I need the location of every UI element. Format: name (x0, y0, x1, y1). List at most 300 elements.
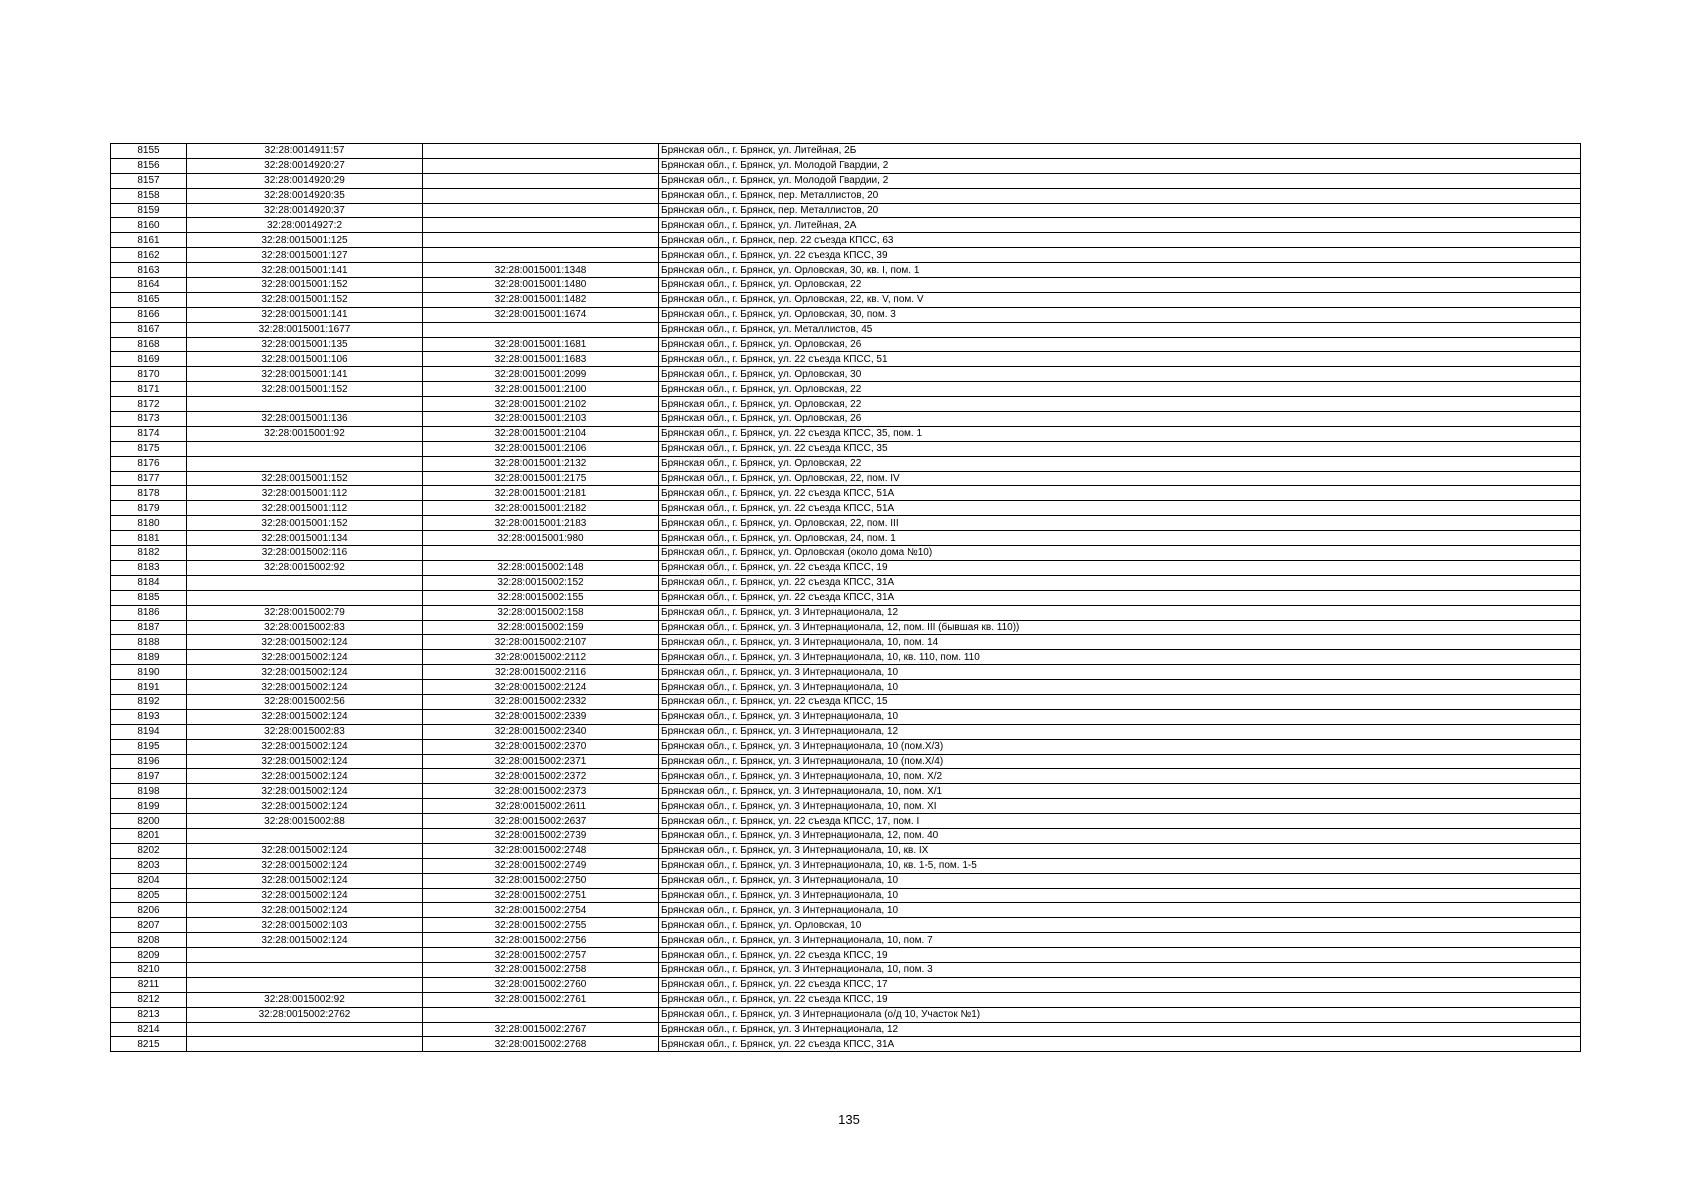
address-cell: Брянская обл., г. Брянск, ул. 3 Интернационала, 10 (659, 873, 1581, 888)
row-number-cell: 8202 (111, 843, 187, 858)
object-cadastral-number-cell: 32:28:0015001:1674 (423, 307, 659, 322)
object-cadastral-number-cell: 32:28:0015001:2099 (423, 367, 659, 382)
land-cadastral-number-cell: 32:28:0015001:141 (187, 263, 423, 278)
object-cadastral-number-cell: 32:28:0015001:2183 (423, 516, 659, 531)
object-cadastral-number-cell: 32:28:0015002:2611 (423, 799, 659, 814)
land-cadastral-number-cell (187, 962, 423, 977)
address-cell: Брянская обл., г. Брянск, ул. Металлистов, 45 (659, 322, 1581, 337)
table-row (111, 292, 1581, 307)
land-cadastral-number-cell: 32:28:0015002:124 (187, 739, 423, 754)
object-cadastral-number-cell (423, 158, 659, 173)
land-cadastral-number-cell: 32:28:0015001:152 (187, 292, 423, 307)
land-cadastral-number-cell: 32:28:0015002:124 (187, 650, 423, 665)
address-cell: Брянская обл., г. Брянск, ул. 3 Интернационала, 10, пом. X/1 (659, 784, 1581, 799)
table-row (111, 977, 1581, 992)
row-number-cell: 8182 (111, 546, 187, 561)
row-number-cell: 8168 (111, 337, 187, 352)
land-cadastral-number-cell: 32:28:0014920:29 (187, 173, 423, 188)
land-cadastral-number-cell: 32:28:0015002:124 (187, 858, 423, 873)
table-row (111, 1037, 1581, 1052)
address-cell: Брянская обл., г. Брянск, пер. 22 съезда КПСС, 63 (659, 233, 1581, 248)
land-cadastral-number-cell (187, 977, 423, 992)
object-cadastral-number-cell (423, 1007, 659, 1022)
object-cadastral-number-cell (423, 322, 659, 337)
table-row (111, 814, 1581, 829)
address-cell: Брянская обл., г. Брянск, ул. 3 Интернационала, 10, кв. 1-5, пом. 1-5 (659, 858, 1581, 873)
table-row (111, 620, 1581, 635)
row-number-cell: 8209 (111, 948, 187, 963)
land-cadastral-number-cell (187, 441, 423, 456)
land-cadastral-number-cell (187, 575, 423, 590)
address-cell: Брянская обл., г. Брянск, ул. 3 Интернационала, 12 (659, 724, 1581, 739)
object-cadastral-number-cell: 32:28:0015001:2106 (423, 441, 659, 456)
land-cadastral-number-cell: 32:28:0015001:106 (187, 352, 423, 367)
object-cadastral-number-cell: 32:28:0015002:2767 (423, 1022, 659, 1037)
table-row (111, 650, 1581, 665)
address-cell: Брянская обл., г. Брянск, ул. 22 съезда КПСС, 15 (659, 694, 1581, 709)
object-cadastral-number-cell: 32:28:0015002:2116 (423, 665, 659, 680)
table-row (111, 173, 1581, 188)
address-cell: Брянская обл., г. Брянск, ул. Орловская, 22 (659, 397, 1581, 412)
row-number-cell: 8212 (111, 992, 187, 1007)
table-row (111, 486, 1581, 501)
address-cell: Брянская обл., г. Брянск, ул. Орловская, 30 (659, 367, 1581, 382)
object-cadastral-number-cell: 32:28:0015001:1348 (423, 263, 659, 278)
object-cadastral-number-cell (423, 233, 659, 248)
address-cell: Брянская обл., г. Брянск, ул. Литейная, 2Б (659, 144, 1581, 159)
table-row (111, 784, 1581, 799)
row-number-cell: 8159 (111, 203, 187, 218)
object-cadastral-number-cell: 32:28:0015002:2748 (423, 843, 659, 858)
table-row (111, 828, 1581, 843)
address-cell: Брянская обл., г. Брянск, пер. Металлистов, 20 (659, 188, 1581, 203)
row-number-cell: 8161 (111, 233, 187, 248)
table-row (111, 188, 1581, 203)
address-cell: Брянская обл., г. Брянск, ул. 3 Интернационала, 10, пом. X/2 (659, 769, 1581, 784)
object-cadastral-number-cell: 32:28:0015002:2754 (423, 903, 659, 918)
table-row (111, 441, 1581, 456)
land-cadastral-number-cell (187, 948, 423, 963)
table-row (111, 843, 1581, 858)
row-number-cell: 8180 (111, 516, 187, 531)
table-row (111, 665, 1581, 680)
address-cell: Брянская обл., г. Брянск, ул. Орловская, 30, пом. 3 (659, 307, 1581, 322)
table-row (111, 263, 1581, 278)
object-cadastral-number-cell (423, 218, 659, 233)
object-cadastral-number-cell: 32:28:0015002:2750 (423, 873, 659, 888)
address-cell: Брянская обл., г. Брянск, ул. 22 съезда КПСС, 17, пом. I (659, 814, 1581, 829)
object-cadastral-number-cell: 32:28:0015002:2339 (423, 709, 659, 724)
address-cell: Брянская обл., г. Брянск, ул. Орловская, 10 (659, 918, 1581, 933)
row-number-cell: 8192 (111, 694, 187, 709)
land-cadastral-number-cell: 32:28:0015002:124 (187, 888, 423, 903)
table-row (111, 680, 1581, 695)
row-number-cell: 8189 (111, 650, 187, 665)
object-cadastral-number-cell: 32:28:0015001:2104 (423, 426, 659, 441)
land-cadastral-number-cell (187, 1022, 423, 1037)
land-cadastral-number-cell: 32:28:0015002:124 (187, 873, 423, 888)
object-cadastral-number-cell: 32:28:0015002:2373 (423, 784, 659, 799)
object-cadastral-number-cell: 32:28:0015002:2756 (423, 933, 659, 948)
object-cadastral-number-cell: 32:28:0015002:148 (423, 560, 659, 575)
row-number-cell: 8177 (111, 471, 187, 486)
land-cadastral-number-cell: 32:28:0015002:92 (187, 992, 423, 1007)
row-number-cell: 8200 (111, 814, 187, 829)
table-row (111, 233, 1581, 248)
object-cadastral-number-cell: 32:28:0015002:2755 (423, 918, 659, 933)
land-cadastral-number-cell: 32:28:0014920:35 (187, 188, 423, 203)
table-row (111, 605, 1581, 620)
object-cadastral-number-cell: 32:28:0015002:2112 (423, 650, 659, 665)
table-row (111, 962, 1581, 977)
object-cadastral-number-cell: 32:28:0015002:2751 (423, 888, 659, 903)
row-number-cell: 8215 (111, 1037, 187, 1052)
table-row (111, 873, 1581, 888)
property-registry-table (110, 143, 1581, 1052)
object-cadastral-number-cell: 32:28:0015002:2768 (423, 1037, 659, 1052)
row-number-cell: 8206 (111, 903, 187, 918)
address-cell: Брянская обл., г. Брянск, ул. 3 Интернационала, 10, пом. 3 (659, 962, 1581, 977)
address-cell: Брянская обл., г. Брянск, ул. 22 съезда КПСС, 51А (659, 501, 1581, 516)
table-row (111, 1022, 1581, 1037)
land-cadastral-number-cell: 32:28:0015001:152 (187, 471, 423, 486)
object-cadastral-number-cell: 32:28:0015002:2370 (423, 739, 659, 754)
row-number-cell: 8171 (111, 382, 187, 397)
land-cadastral-number-cell: 32:28:0015002:124 (187, 933, 423, 948)
address-cell: Брянская обл., г. Брянск, ул. Молодой Гвардии, 2 (659, 158, 1581, 173)
table-row (111, 888, 1581, 903)
land-cadastral-number-cell: 32:28:0015002:124 (187, 754, 423, 769)
address-cell: Брянская обл., г. Брянск, ул. 3 Интернационала, 12, пом. 40 (659, 828, 1581, 843)
row-number-cell: 8196 (111, 754, 187, 769)
registry-table-body (111, 144, 1581, 1052)
table-row (111, 918, 1581, 933)
land-cadastral-number-cell: 32:28:0015002:116 (187, 546, 423, 561)
table-row (111, 724, 1581, 739)
row-number-cell: 8213 (111, 1007, 187, 1022)
table-row (111, 754, 1581, 769)
address-cell: Брянская обл., г. Брянск, ул. 3 Интернационала, 10, пом. 7 (659, 933, 1581, 948)
land-cadastral-number-cell (187, 590, 423, 605)
land-cadastral-number-cell: 32:28:0015001:152 (187, 278, 423, 293)
land-cadastral-number-cell: 32:28:0015001:141 (187, 307, 423, 322)
object-cadastral-number-cell: 32:28:0015002:2757 (423, 948, 659, 963)
table-row (111, 352, 1581, 367)
land-cadastral-number-cell: 32:28:0015001:152 (187, 516, 423, 531)
land-cadastral-number-cell: 32:28:0015001:112 (187, 501, 423, 516)
address-cell: Брянская обл., г. Брянск, ул. 22 съезда КПСС, 39 (659, 248, 1581, 263)
object-cadastral-number-cell (423, 203, 659, 218)
land-cadastral-number-cell: 32:28:0015001:1677 (187, 322, 423, 337)
row-number-cell: 8175 (111, 441, 187, 456)
table-row (111, 382, 1581, 397)
row-number-cell: 8164 (111, 278, 187, 293)
land-cadastral-number-cell (187, 397, 423, 412)
land-cadastral-number-cell: 32:28:0015002:124 (187, 680, 423, 695)
table-row (111, 590, 1581, 605)
row-number-cell: 8186 (111, 605, 187, 620)
row-number-cell: 8157 (111, 173, 187, 188)
object-cadastral-number-cell: 32:28:0015002:2761 (423, 992, 659, 1007)
object-cadastral-number-cell: 32:28:0015002:2760 (423, 977, 659, 992)
object-cadastral-number-cell (423, 144, 659, 159)
table-row (111, 531, 1581, 546)
object-cadastral-number-cell: 32:28:0015002:158 (423, 605, 659, 620)
address-cell: Брянская обл., г. Брянск, ул. Литейная, 2А (659, 218, 1581, 233)
table-row (111, 203, 1581, 218)
object-cadastral-number-cell: 32:28:0015001:2103 (423, 412, 659, 427)
object-cadastral-number-cell: 32:28:0015001:980 (423, 531, 659, 546)
address-cell: Брянская обл., г. Брянск, ул. 3 Интернационала, 10 (659, 888, 1581, 903)
address-cell: Брянская обл., г. Брянск, ул. Орловская, 22 (659, 456, 1581, 471)
object-cadastral-number-cell: 32:28:0015002:2340 (423, 724, 659, 739)
address-cell: Брянская обл., г. Брянск, ул. 22 съезда КПСС, 31А (659, 590, 1581, 605)
land-cadastral-number-cell (187, 1037, 423, 1052)
address-cell: Брянская обл., г. Брянск, ул. 22 съезда КПСС, 35, пом. 1 (659, 426, 1581, 441)
row-number-cell: 8207 (111, 918, 187, 933)
table-row (111, 560, 1581, 575)
table-row (111, 769, 1581, 784)
table-row (111, 471, 1581, 486)
land-cadastral-number-cell: 32:28:0015002:2762 (187, 1007, 423, 1022)
object-cadastral-number-cell: 32:28:0015001:2102 (423, 397, 659, 412)
table-row (111, 546, 1581, 561)
row-number-cell: 8214 (111, 1022, 187, 1037)
table-row (111, 903, 1581, 918)
address-cell: Брянская обл., г. Брянск, ул. 22 съезда КПСС, 35 (659, 441, 1581, 456)
address-cell: Брянская обл., г. Брянск, ул. 3 Интернационала, 10 (659, 709, 1581, 724)
address-cell: Брянская обл., г. Брянск, ул. Молодой Гвардии, 2 (659, 173, 1581, 188)
land-cadastral-number-cell: 32:28:0015001:152 (187, 382, 423, 397)
object-cadastral-number-cell: 32:28:0015002:2372 (423, 769, 659, 784)
row-number-cell: 8204 (111, 873, 187, 888)
address-cell: Брянская обл., г. Брянск, ул. Орловская, 22 (659, 278, 1581, 293)
land-cadastral-number-cell: 32:28:0015002:124 (187, 799, 423, 814)
row-number-cell: 8193 (111, 709, 187, 724)
row-number-cell: 8172 (111, 397, 187, 412)
land-cadastral-number-cell (187, 456, 423, 471)
row-number-cell: 8162 (111, 248, 187, 263)
row-number-cell: 8203 (111, 858, 187, 873)
table-row (111, 709, 1581, 724)
object-cadastral-number-cell: 32:28:0015002:2637 (423, 814, 659, 829)
address-cell: Брянская обл., г. Брянск, ул. 22 съезда КПСС, 51 (659, 352, 1581, 367)
object-cadastral-number-cell: 32:28:0015001:2182 (423, 501, 659, 516)
address-cell: Брянская обл., г. Брянск, ул. 3 Интернационала, 10, кв. IX (659, 843, 1581, 858)
object-cadastral-number-cell (423, 248, 659, 263)
land-cadastral-number-cell: 32:28:0015002:124 (187, 784, 423, 799)
land-cadastral-number-cell: 32:28:0014911:57 (187, 144, 423, 159)
address-cell: Брянская обл., г. Брянск, ул. 22 съезда КПСС, 31А (659, 1037, 1581, 1052)
address-cell: Брянская обл., г. Брянск, ул. 22 съезда КПСС, 31А (659, 575, 1581, 590)
row-number-cell: 8165 (111, 292, 187, 307)
land-cadastral-number-cell: 32:28:0015001:112 (187, 486, 423, 501)
address-cell: Брянская обл., г. Брянск, ул. Орловская, 22, пом. III (659, 516, 1581, 531)
land-cadastral-number-cell: 32:28:0015001:141 (187, 367, 423, 382)
table-row (111, 144, 1581, 159)
address-cell: Брянская обл., г. Брянск, ул. Орловская, 22, пом. IV (659, 471, 1581, 486)
table-row (111, 1007, 1581, 1022)
address-cell: Брянская обл., г. Брянск, ул. Орловская, 22, кв. V, пом. V (659, 292, 1581, 307)
row-number-cell: 8191 (111, 680, 187, 695)
table-row (111, 933, 1581, 948)
row-number-cell: 8210 (111, 962, 187, 977)
table-row (111, 516, 1581, 531)
land-cadastral-number-cell: 32:28:0015002:79 (187, 605, 423, 620)
row-number-cell: 8160 (111, 218, 187, 233)
row-number-cell: 8190 (111, 665, 187, 680)
land-cadastral-number-cell: 32:28:0015001:135 (187, 337, 423, 352)
land-cadastral-number-cell: 32:28:0015001:127 (187, 248, 423, 263)
table-row (111, 575, 1581, 590)
object-cadastral-number-cell: 32:28:0015002:2332 (423, 694, 659, 709)
address-cell: Брянская обл., г. Брянск, ул. 3 Интернационала, 10, пом. 14 (659, 635, 1581, 650)
row-number-cell: 8179 (111, 501, 187, 516)
table-row (111, 426, 1581, 441)
row-number-cell: 8156 (111, 158, 187, 173)
table-row (111, 799, 1581, 814)
land-cadastral-number-cell (187, 828, 423, 843)
object-cadastral-number-cell: 32:28:0015002:2107 (423, 635, 659, 650)
address-cell: Брянская обл., г. Брянск, ул. 22 съезда КПСС, 19 (659, 560, 1581, 575)
row-number-cell: 8188 (111, 635, 187, 650)
table-row (111, 248, 1581, 263)
table-row (111, 635, 1581, 650)
object-cadastral-number-cell: 32:28:0015002:2371 (423, 754, 659, 769)
row-number-cell: 8205 (111, 888, 187, 903)
row-number-cell: 8170 (111, 367, 187, 382)
address-cell: Брянская обл., г. Брянск, ул. 3 Интернационала, 10 (659, 665, 1581, 680)
land-cadastral-number-cell: 32:28:0014927:2 (187, 218, 423, 233)
table-row (111, 158, 1581, 173)
object-cadastral-number-cell: 32:28:0015001:1683 (423, 352, 659, 367)
address-cell: Брянская обл., г. Брянск, ул. 3 Интернационала, 10 (659, 680, 1581, 695)
object-cadastral-number-cell: 32:28:0015001:1482 (423, 292, 659, 307)
row-number-cell: 8198 (111, 784, 187, 799)
land-cadastral-number-cell: 32:28:0015002:124 (187, 843, 423, 858)
address-cell: Брянская обл., г. Брянск, ул. 22 съезда КПСС, 19 (659, 948, 1581, 963)
object-cadastral-number-cell: 32:28:0015002:159 (423, 620, 659, 635)
address-cell: Брянская обл., г. Брянск, ул. Орловская, 24, пом. 1 (659, 531, 1581, 546)
land-cadastral-number-cell: 32:28:0014920:27 (187, 158, 423, 173)
land-cadastral-number-cell: 32:28:0014920:37 (187, 203, 423, 218)
table-row (111, 858, 1581, 873)
row-number-cell: 8169 (111, 352, 187, 367)
table-row (111, 337, 1581, 352)
address-cell: Брянская обл., г. Брянск, ул. 3 Интернационала, 10, кв. 110, пом. 110 (659, 650, 1581, 665)
table-row (111, 739, 1581, 754)
address-cell: Брянская обл., г. Брянск, ул. Орловская, 30, кв. I, пом. 1 (659, 263, 1581, 278)
object-cadastral-number-cell: 32:28:0015001:1480 (423, 278, 659, 293)
address-cell: Брянская обл., г. Брянск, ул. Орловская (около дома №10) (659, 546, 1581, 561)
row-number-cell: 8185 (111, 590, 187, 605)
address-cell: Брянская обл., г. Брянск, ул. 3 Интернационала (о/д 10, Участок №1) (659, 1007, 1581, 1022)
address-cell: Брянская обл., г. Брянск, ул. 3 Интернационала, 10 (659, 903, 1581, 918)
table-row (111, 278, 1581, 293)
object-cadastral-number-cell: 32:28:0015002:155 (423, 590, 659, 605)
object-cadastral-number-cell: 32:28:0015002:2739 (423, 828, 659, 843)
table-row (111, 456, 1581, 471)
address-cell: Брянская обл., г. Брянск, ул. 3 Интернационала, 10 (пом.X/4) (659, 754, 1581, 769)
land-cadastral-number-cell: 32:28:0015001:136 (187, 412, 423, 427)
row-number-cell: 8208 (111, 933, 187, 948)
table-row (111, 367, 1581, 382)
address-cell: Брянская обл., г. Брянск, ул. 3 Интернационала, 10 (пом.X/3) (659, 739, 1581, 754)
table-row (111, 307, 1581, 322)
land-cadastral-number-cell: 32:28:0015002:124 (187, 709, 423, 724)
row-number-cell: 8184 (111, 575, 187, 590)
object-cadastral-number-cell: 32:28:0015001:2175 (423, 471, 659, 486)
land-cadastral-number-cell: 32:28:0015001:125 (187, 233, 423, 248)
row-number-cell: 8194 (111, 724, 187, 739)
object-cadastral-number-cell (423, 173, 659, 188)
row-number-cell: 8187 (111, 620, 187, 635)
row-number-cell: 8201 (111, 828, 187, 843)
address-cell: Брянская обл., г. Брянск, ул. 22 съезда КПСС, 51А (659, 486, 1581, 501)
table-row (111, 397, 1581, 412)
land-cadastral-number-cell: 32:28:0015002:124 (187, 769, 423, 784)
table-row (111, 412, 1581, 427)
row-number-cell: 8176 (111, 456, 187, 471)
object-cadastral-number-cell: 32:28:0015002:152 (423, 575, 659, 590)
row-number-cell: 8174 (111, 426, 187, 441)
address-cell: Брянская обл., г. Брянск, ул. Орловская, 26 (659, 412, 1581, 427)
row-number-cell: 8163 (111, 263, 187, 278)
address-cell: Брянская обл., г. Брянск, ул. Орловская, 26 (659, 337, 1581, 352)
land-cadastral-number-cell: 32:28:0015001:92 (187, 426, 423, 441)
object-cadastral-number-cell: 32:28:0015002:2124 (423, 680, 659, 695)
row-number-cell: 8178 (111, 486, 187, 501)
address-cell: Брянская обл., г. Брянск, ул. 3 Интернационала, 10, пом. XI (659, 799, 1581, 814)
address-cell: Брянская обл., г. Брянск, ул. Орловская, 22 (659, 382, 1581, 397)
land-cadastral-number-cell: 32:28:0015002:83 (187, 620, 423, 635)
object-cadastral-number-cell: 32:28:0015001:2132 (423, 456, 659, 471)
row-number-cell: 8155 (111, 144, 187, 159)
land-cadastral-number-cell: 32:28:0015002:56 (187, 694, 423, 709)
land-cadastral-number-cell: 32:28:0015001:134 (187, 531, 423, 546)
row-number-cell: 8166 (111, 307, 187, 322)
address-cell: Брянская обл., г. Брянск, ул. 3 Интернационала, 12, пом. III (бывшая кв. 110)) (659, 620, 1581, 635)
row-number-cell: 8211 (111, 977, 187, 992)
land-cadastral-number-cell: 32:28:0015002:124 (187, 903, 423, 918)
table-row (111, 218, 1581, 233)
table-row (111, 694, 1581, 709)
object-cadastral-number-cell: 32:28:0015001:2100 (423, 382, 659, 397)
land-cadastral-number-cell: 32:28:0015002:92 (187, 560, 423, 575)
table-row (111, 992, 1581, 1007)
row-number-cell: 8195 (111, 739, 187, 754)
row-number-cell: 8181 (111, 531, 187, 546)
object-cadastral-number-cell: 32:28:0015002:2749 (423, 858, 659, 873)
land-cadastral-number-cell: 32:28:0015002:124 (187, 665, 423, 680)
row-number-cell: 8183 (111, 560, 187, 575)
row-number-cell: 8167 (111, 322, 187, 337)
address-cell: Брянская обл., г. Брянск, ул. 3 Интернационала, 12 (659, 1022, 1581, 1037)
table-row (111, 948, 1581, 963)
row-number-cell: 8173 (111, 412, 187, 427)
page-number: 135 (838, 1112, 860, 1127)
row-number-cell: 8197 (111, 769, 187, 784)
land-cadastral-number-cell: 32:28:0015002:88 (187, 814, 423, 829)
object-cadastral-number-cell: 32:28:0015001:1681 (423, 337, 659, 352)
table-row (111, 501, 1581, 516)
table-row (111, 322, 1581, 337)
land-cadastral-number-cell: 32:28:0015002:103 (187, 918, 423, 933)
land-cadastral-number-cell: 32:28:0015002:83 (187, 724, 423, 739)
address-cell: Брянская обл., г. Брянск, пер. Металлистов, 20 (659, 203, 1581, 218)
address-cell: Брянская обл., г. Брянск, ул. 22 съезда КПСС, 19 (659, 992, 1581, 1007)
land-cadastral-number-cell: 32:28:0015002:124 (187, 635, 423, 650)
